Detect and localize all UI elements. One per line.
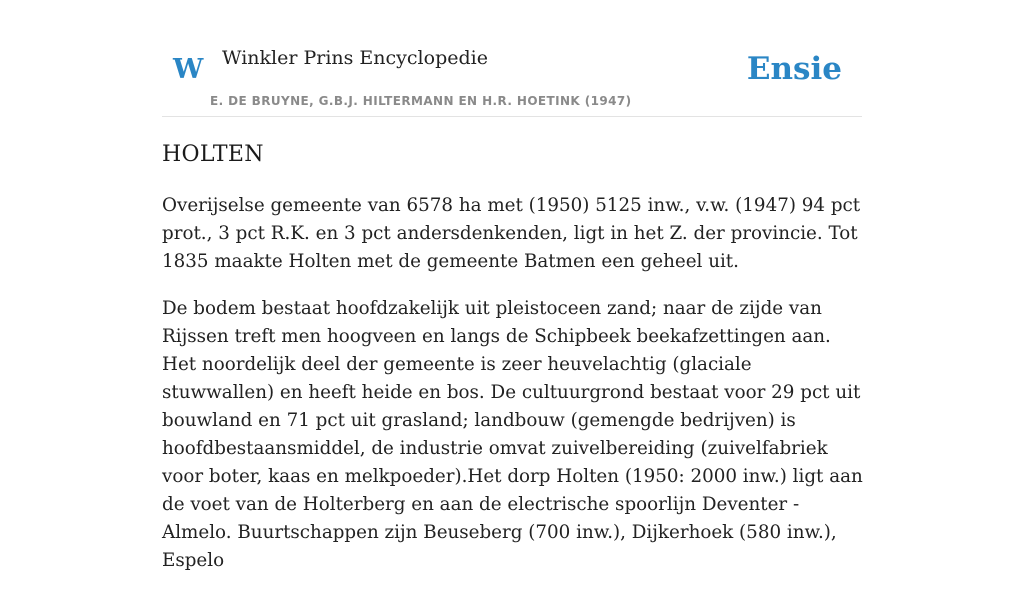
article-paragraph: Overijselse gemeente van 6578 ha met (1950) 5125 inw., v.w. (1947) 94 pct prot., 3 pct R.K. en 3 pct andersdenkenden, ligt in het Z. der provincie. Tot 1835 maakte Holten met de gemeente Batmen een geheel uit.: [162, 195, 861, 272]
encyclopedia-title[interactable]: Winkler Prins Encyclopedie: [222, 47, 488, 69]
winkler-prins-logo[interactable]: W: [173, 54, 204, 85]
site-header: [162, 40, 862, 117]
authors-line: E. DE BRUYNE, G.B.J. HILTERMANN EN H.R. HOETINK (1947): [210, 94, 632, 108]
article-title: HOLTEN: [162, 142, 264, 167]
article-body: [162, 192, 864, 594]
ensie-logo[interactable]: Ensie: [746, 51, 842, 87]
article-paragraph: De bodem bestaat hoofdzakelijk uit pleistoceen zand; naar de zijde van Rijssen treft men hoogveen en langs de Schipbeek beekafzettingen aan. Het noordelijk deel der gemeente is zeer heuvelachtig (glaciale stuwwallen) en heeft heide en bos. De cultuurgrond bestaat voor 29 pct uit bouwland en 71 pct uit grasland; landbouw (gemengde bedrijven) is hoofdbestaansmiddel, de industrie omvat zuivelbereiding (zuivelfabriek voor boter, kaas en melkpoeder).Het dorp Holten (1950: 2000 inw.) ligt aan de voet van de Holterberg en aan de electrische spoorlijn Deventer - Almelo. Buurtschappen zijn Beuseberg (700 inw.), Dijkerhoek (580 inw.), Espelo: [162, 298, 863, 571]
